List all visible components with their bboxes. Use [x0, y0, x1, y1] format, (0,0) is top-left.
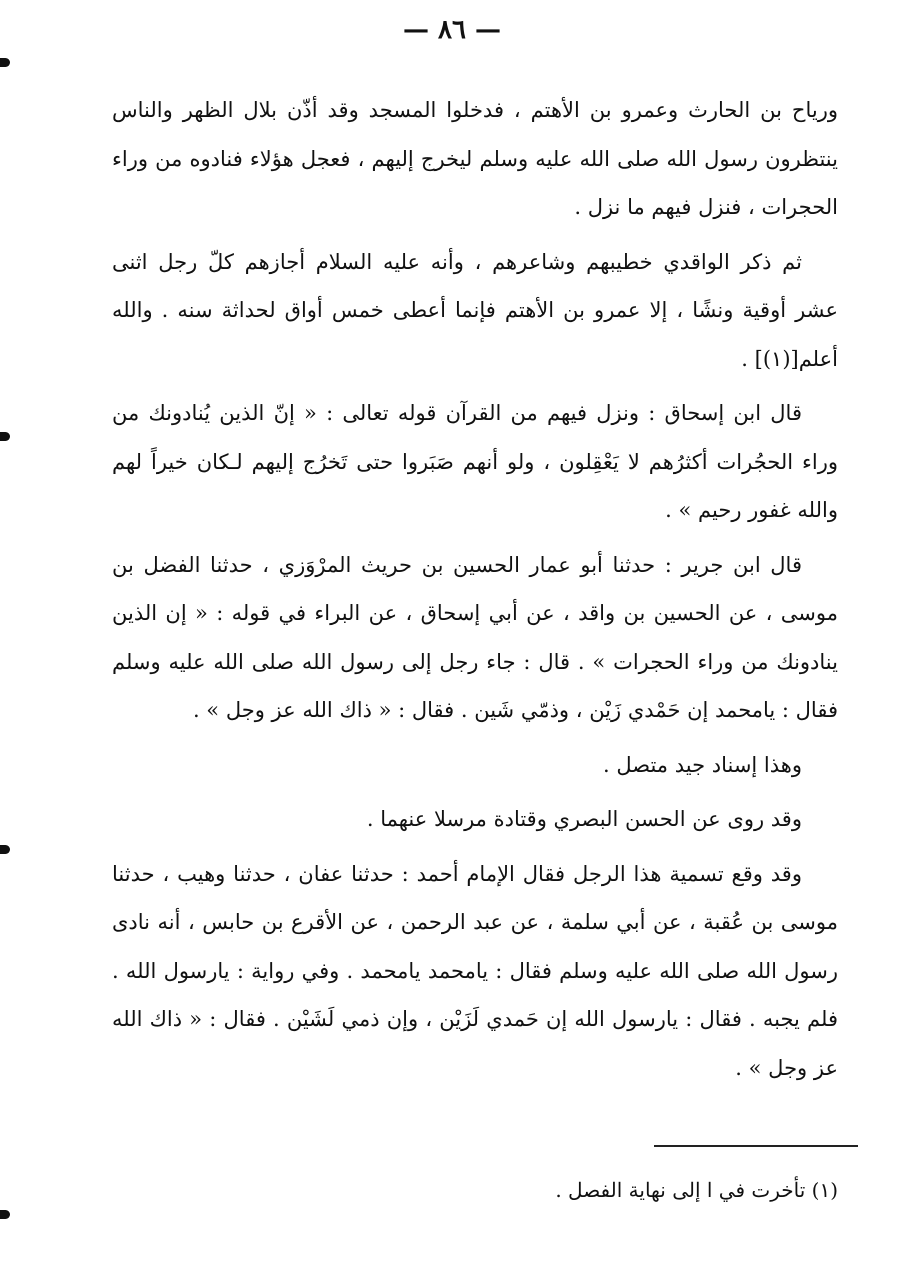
main-text: [112, 86, 838, 1098]
paragraph: قال ابن إسحاق : ونزل فيهم من القرآن قوله تعالى : « إنّ الذين يُنادونك من وراء الحجُرات أكثرُهم لا يَعْقِلون ، ولو أنهم صَبَروا حتى تَخرُج إليهم لـكان خيراً لهم والله غفور رحيم » .: [112, 401, 838, 522]
scan-edge-mark: [0, 58, 10, 67]
scan-edge-mark: [0, 1210, 10, 1219]
paragraph: ثم ذكر الواقدي خطيبهم وشاعرهم ، وأنه عليه السلام أجازهم كلّ رجل اثنى عشر أوقية ونشًا ، إلا عمرو بن الأهتم فإنما أعطى خمس أواق لحداثة سنه . والله أعلم[(١)] .: [112, 249, 838, 371]
footnote: (١) تأخرت في ا إلى نهاية الفصل .: [555, 1178, 838, 1202]
scan-edge-mark: [0, 432, 10, 441]
paragraph: وقد روى عن الحسن البصري وقتادة مرسلا عنهما .: [366, 807, 802, 831]
footnote-divider: [654, 1145, 858, 1147]
scan-edge-mark: [0, 845, 10, 854]
page-number: — ٨٦ —: [402, 15, 502, 45]
paragraph: قال ابن جرير : حدثنا أبو عمار الحسين بن حريث المرْوَزي ، حدثنا الفضل بن موسى ، عن الحسين بن واقد ، عن أبي إسحاق ، عن البراء في قوله : « إن الذين ينادونك من وراء الحجرات » . قال : جاء رجل إلى رسول الله صلى الله عليه وسلم فقال : يامحمد إن حَمْدي زَيْن ، وذمّي شَين . فقال : « ذاك الله عز وجل » .: [112, 552, 838, 722]
paragraph: وهذا إسناد جيد متصل .: [602, 752, 802, 777]
paragraph: ورياح بن الحارث وعمرو بن الأهتم ، فدخلوا المسجد وقد أذّن بلال الظهر والناس ينتظرون رسول الله صلى الله عليه وسلم ليخرج إليهم ، فعجل هؤلاء فنادوه من وراء الحجرات ، فنزل فيهم ما نزل .: [112, 98, 838, 219]
paragraph: وقد وقع تسمية هذا الرجل فقال الإمام أحمد : حدثنا عفان ، حدثنا وهيب ، حدثنا موسى بن عُقبة ، عن أبي سلمة ، عن عبد الرحمن ، عن الأقرع بن حابس ، أنه نادى رسول الله صلى الله عليه وسلم فقال : يامحمد يامحمد . وفي رواية : يارسول الله . فلم يجبه . فقال : يارسول الله إن حَمدي لَزَيْن ، وإن ذمي لَشَيْن . فقال : « ذاك الله عز وجل » .: [112, 861, 838, 1080]
